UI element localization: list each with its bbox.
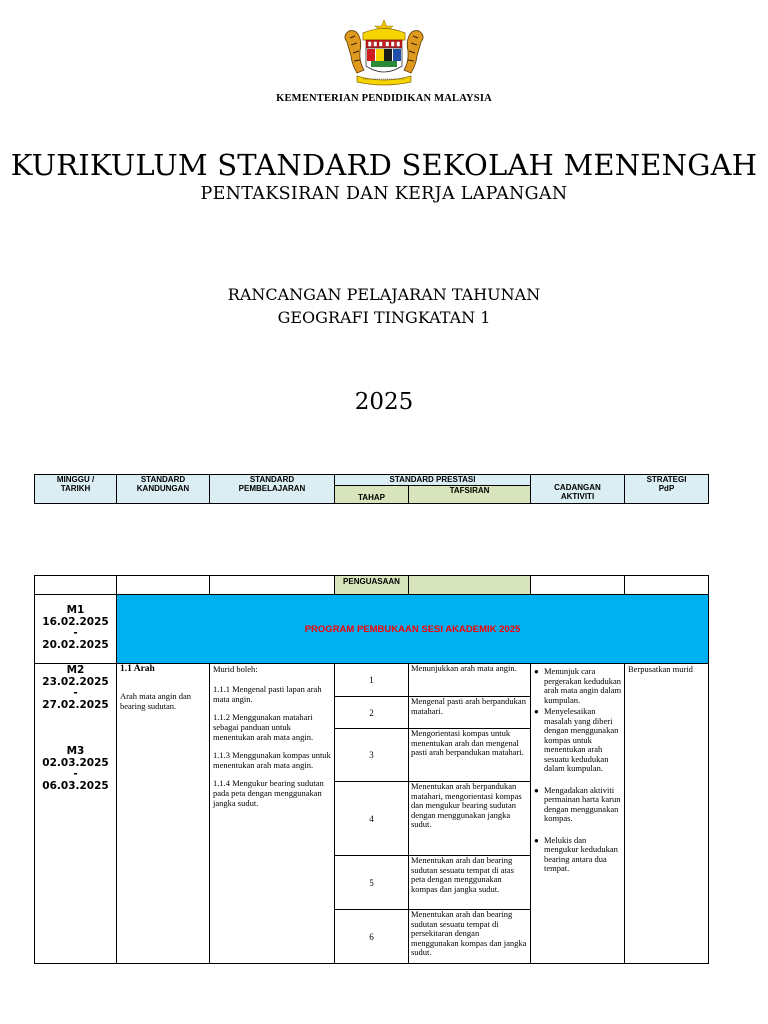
level-number: 3 <box>335 729 409 782</box>
col-header-interpretation: TAFSIRAN <box>409 486 531 504</box>
content-standard-title: 1.1 Arah <box>120 664 155 674</box>
col-header-level: TAHAP <box>335 486 409 504</box>
activity-item: ● Mengadakan aktiviti permainan harta karun dengan menggunakan kompas. <box>534 784 621 823</box>
level-description: Menentukan arah dan bearing sudutan sesuatu tempat di persekitaran dengan menggunakan kompas dan jangka sudut. <box>409 910 531 964</box>
level-description: Menunjukkan arah mata angin. <box>409 664 531 697</box>
col-header-performance-standard: STANDARD PRESTASI <box>335 475 531 486</box>
learning-standard-item: 1.1.1 Mengenal pasti lapan arah mata angin. <box>213 684 322 704</box>
col-header-week: MINGGU / TARIKH <box>35 475 117 504</box>
week-m3: M3 02.03.2025 - 06.03.2025 <box>42 745 109 792</box>
level-description: Menentukan arah berpandukan matahari, mengorientasi kompas dan mengukur bearing sudutan dengan menggunakan jangka sudut. <box>409 782 531 856</box>
activity-cell <box>531 664 625 964</box>
learning-standard-item: 1.1.2 Menggunakan matahari sebagai panduan untuk menentukan arah mata angin. <box>213 712 314 742</box>
plan-header-table <box>34 474 709 504</box>
plan-subject: GEOGRAFI TINGKATAN 1 <box>277 308 491 327</box>
level-number: 5 <box>335 856 409 910</box>
learning-standard-item: 1.1.4 Mengukur bearing sudutan pada peta dengan menggunakan jangka sudut. <box>213 778 324 808</box>
empty-cell <box>35 576 117 595</box>
empty-cell <box>210 576 335 595</box>
document-subtitle: PENTAKSIRAN DAN KERJA LAPANGAN <box>200 184 568 204</box>
bullet-icon: ● <box>534 785 539 795</box>
coat-of-arms-logo <box>333 18 435 88</box>
plan-title: RANCANGAN PELAJARAN TAHUNAN <box>227 285 541 304</box>
week-cell-m1: M1 16.02.2025 - 20.02.2025 <box>35 595 117 664</box>
level-number: 4 <box>335 782 409 856</box>
empty-cell <box>625 576 709 595</box>
level-description: Mengorientasi kompas untuk menentukan arah dan mengenal pasti arah berpandukan matahari. <box>409 729 531 782</box>
orientation-banner: PROGRAM PEMBUKAAN SESI AKADEMIK 2025 <box>117 595 709 664</box>
activity-item: ● Menunjuk cara pergerakan kedudukan arah mata angin dalam kumpulan. <box>534 666 622 705</box>
strategy-cell: Berpusatkan murid <box>625 664 709 964</box>
activity-item: ● Melukis dan mengukur kedudukan bearing antara dua tempat. <box>534 834 618 873</box>
ministry-name: KEMENTERIAN PENDIDIKAN MALAYSIA <box>276 93 492 104</box>
col-header-strategy: STRATEGI PdP <box>625 475 709 504</box>
empty-cell <box>409 576 531 595</box>
lesson-plan-table <box>34 575 709 964</box>
empty-cell <box>117 576 210 595</box>
level-number: 2 <box>335 697 409 729</box>
learning-standard-item: 1.1.3 Menggunakan kompas untuk menentukan arah mata angin. <box>213 750 331 770</box>
level-number: 1 <box>335 664 409 697</box>
level-description: Mengenal pasti arah berpandukan matahari. <box>409 697 531 729</box>
content-standard-cell <box>117 664 210 964</box>
document-title: KURIKULUM STANDARD SEKOLAH MENENGAH <box>10 148 758 182</box>
col-header-content-standard: STANDARD KANDUNGAN <box>117 475 210 504</box>
plan-year: 2025 <box>354 389 414 415</box>
week-cell-m2-m3 <box>35 664 117 964</box>
col-header-activity: CADANGAN AKTIVITI <box>531 475 625 504</box>
bullet-icon: ● <box>534 667 539 676</box>
week-m2: M2 23.02.2025 - 27.02.2025 <box>42 664 109 711</box>
learning-standard-cell: Murid boleh: 1.1.1 Mengenal pasti lapan arah mata angin. 1.1.2 Menggunakan matahari sebagai panduan untuk menentukan arah mata angin. 1.1.3 Menggunakan kompas untuk menentukan arah mata angin. 1.1.4 Mengukur bearing sudutan pada peta dengan menggunakan jangka sudut. <box>210 664 335 964</box>
level-number: 6 <box>335 910 409 964</box>
empty-cell <box>531 576 625 595</box>
mastery-header: PENGUASAAN <box>335 576 409 595</box>
content-standard-desc: Arah mata angin dan bearing sudutan. <box>120 691 192 711</box>
bullet-icon: ● <box>534 707 539 716</box>
bullet-icon: ● <box>534 835 539 845</box>
level-description: Menentukan arah dan bearing sudutan sesuatu tempat di atas peta dengan menggunakan kompas dan jangka sudut. <box>409 856 531 910</box>
activity-item: ● Menyelesaikan masalah yang diberi dengan menggunakan kompas untuk menentukan arah sesuatu kedudukan dalam kumpulan. <box>534 706 619 773</box>
col-header-learning-standard: STANDARD PEMBELAJARAN <box>210 475 335 504</box>
